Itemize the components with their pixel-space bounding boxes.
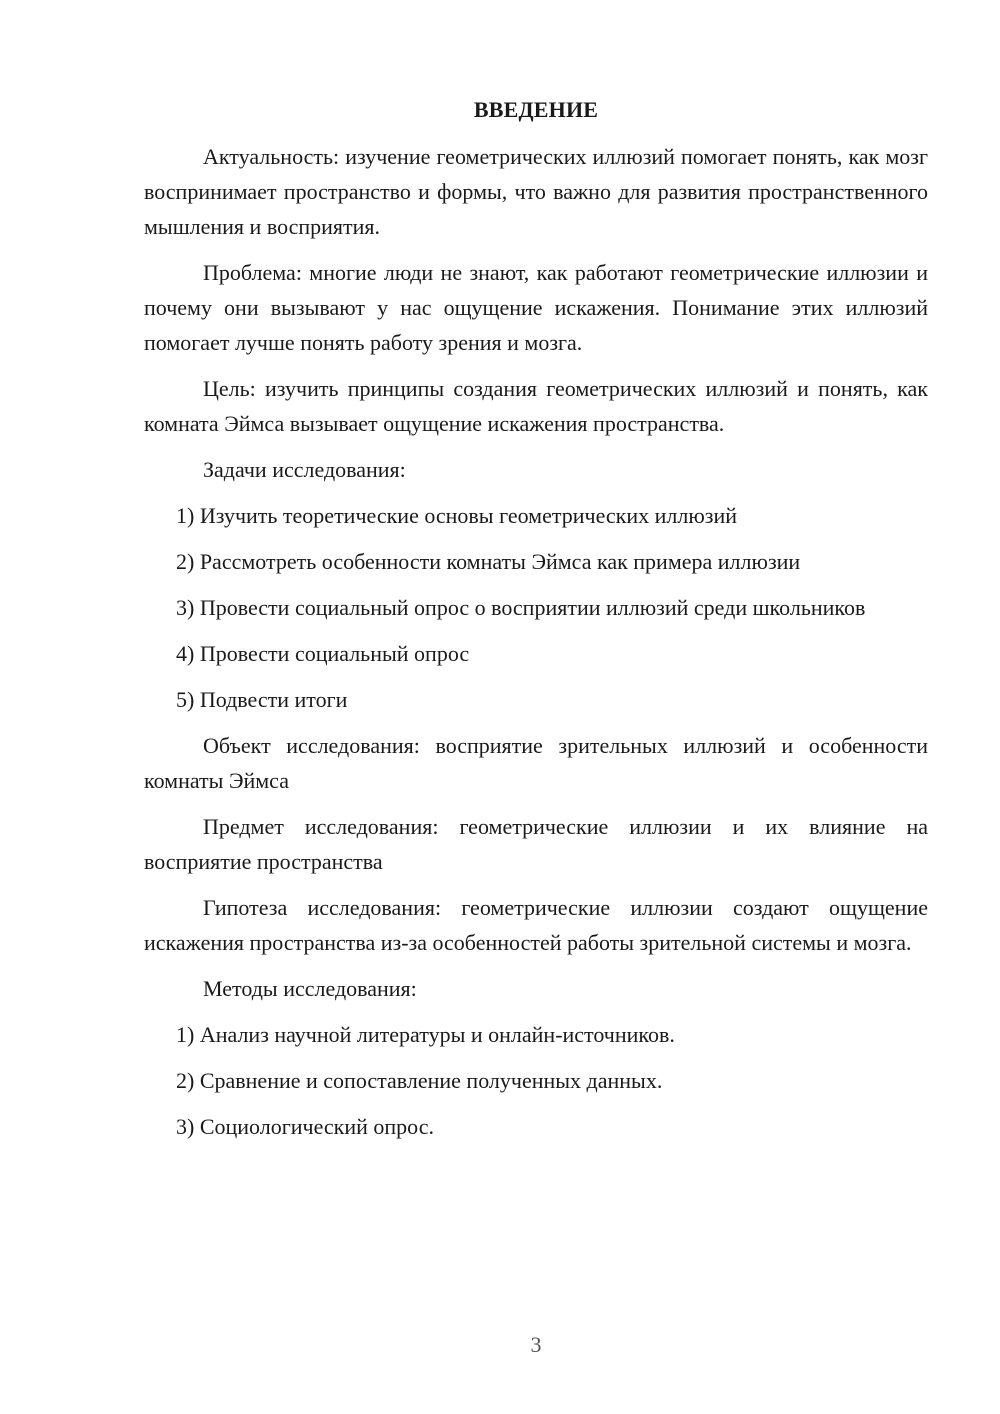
task-item-3: 3) Провести социальный опрос о восприятии иллюзий среди школьников bbox=[176, 595, 866, 620]
hypothesis-paragraph: Гипотеза исследования: геометрические иллюзии создают ощущение искажения пространства из-за особенностей работы зрительной системы и мозга. bbox=[144, 895, 928, 955]
object-paragraph: Объект исследования: восприятие зрительных иллюзий и особенности комнаты Эймса bbox=[144, 733, 928, 793]
method-item-2: 2) Сравнение и сопоставление полученных данных. bbox=[176, 1068, 663, 1093]
goal-paragraph: Цель: изучить принципы создания геометрических иллюзий и понять, как комната Эймса вызывает ощущение искажения пространства. bbox=[144, 376, 928, 436]
task-item-2: 2) Рассмотреть особенности комнаты Эймса как примера иллюзии bbox=[176, 549, 801, 574]
methods-heading: Методы исследования: bbox=[203, 976, 417, 1001]
tasks-heading: Задачи исследования: bbox=[203, 457, 406, 482]
task-item-1: 1) Изучить теоретические основы геометрических иллюзий bbox=[176, 503, 738, 528]
section-title: ВВЕДЕНИЕ bbox=[473, 97, 599, 122]
task-item-5: 5) Подвести итоги bbox=[176, 687, 348, 712]
subject-paragraph: Предмет исследования: геометрические иллюзии и их влияние на восприятие пространства bbox=[144, 814, 928, 874]
method-item-1: 1) Анализ научной литературы и онлайн-источников. bbox=[176, 1022, 675, 1047]
page-content bbox=[144, 92, 928, 1155]
task-item-4: 4) Провести социальный опрос bbox=[176, 641, 470, 666]
problem-paragraph: Проблема: многие люди не знают, как работают геометрические иллюзии и почему они вызывают у нас ощущение искажения. Понимание этих иллюзий помогает лучше понять работу зрения и мозга. bbox=[144, 260, 928, 355]
relevance-paragraph: Актуальность: изучение геометрических иллюзий помогает понять, как мозг воспринимает пространство и формы, что важно для развития пространственного мышления и восприятия. bbox=[144, 144, 928, 239]
page-number: 3 bbox=[530, 1332, 542, 1357]
method-item-3: 3) Социологический опрос. bbox=[176, 1114, 434, 1139]
